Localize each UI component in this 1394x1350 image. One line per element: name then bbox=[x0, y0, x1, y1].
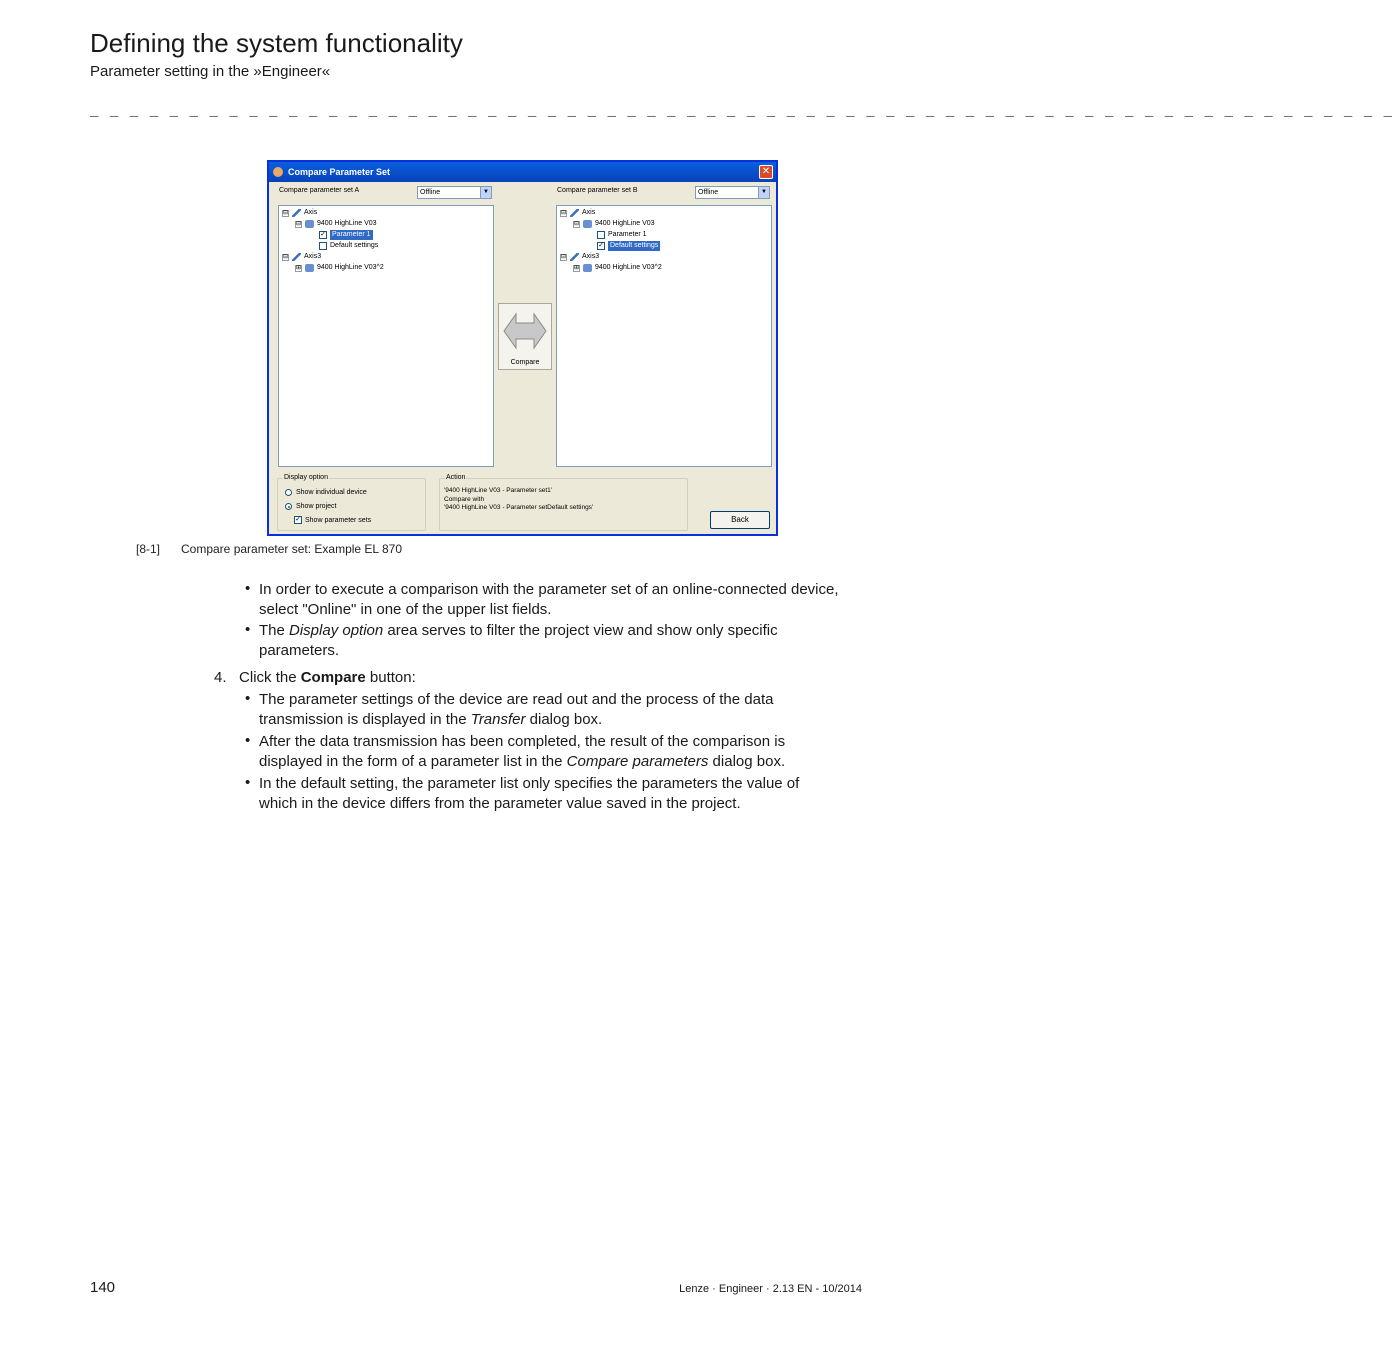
tree-panel-b[interactable] bbox=[556, 205, 772, 467]
back-button[interactable]: Back bbox=[710, 511, 770, 529]
app-icon bbox=[273, 167, 283, 177]
radio-show-individual-device[interactable] bbox=[285, 489, 367, 496]
tree-node-default-settings[interactable] bbox=[597, 241, 660, 251]
tree-node-default-settings[interactable] bbox=[319, 241, 378, 251]
tree-node-label: 9400 HighLine V03 bbox=[317, 220, 377, 227]
expand-icon[interactable]: ⊞ bbox=[574, 264, 580, 271]
bullet-icon: • bbox=[245, 732, 251, 749]
set-b-label: Compare parameter set B bbox=[557, 187, 638, 194]
close-button[interactable]: ✕ bbox=[759, 165, 773, 179]
bullet-icon: • bbox=[245, 774, 251, 791]
device-icon bbox=[583, 220, 592, 228]
page-number: 140 bbox=[90, 1279, 116, 1296]
set-a-combo-value: Offline bbox=[420, 189, 441, 196]
collapse-icon[interactable]: ⊟ bbox=[283, 209, 289, 216]
tree-node-parameter-1[interactable] bbox=[597, 230, 647, 240]
tree-node-parameter-1[interactable] bbox=[319, 230, 373, 240]
display-option-group bbox=[277, 474, 426, 531]
bullet-item: After the data transmission has been completed, the result of the comparison is displayed in the form of a parameter list in the Compare parameters dialog box. bbox=[259, 733, 786, 770]
step-4: 4. Click the Compare button: bbox=[214, 669, 416, 686]
tree-node-device[interactable] bbox=[295, 219, 377, 229]
bullet-item: The parameter settings of the device are read out and the process of the data transmission is displayed in the Transfer dialog box. bbox=[259, 691, 774, 728]
checkbox[interactable]: ✓ bbox=[295, 516, 301, 523]
tree-node-label: Parameter 1 bbox=[608, 231, 647, 238]
expand-icon[interactable]: ⊞ bbox=[296, 264, 302, 271]
tree-node-axis[interactable] bbox=[560, 208, 595, 218]
bullet-item: In order to execute a comparison with the parameter set of an online-connected device, select "Online" in one of the upper list fields. bbox=[259, 581, 839, 618]
page-title: Defining the system functionality bbox=[90, 28, 463, 58]
set-b-combo[interactable] bbox=[695, 186, 770, 199]
header-separator: _ _ _ _ _ _ _ _ _ _ _ _ _ _ _ _ _ _ _ _ _ _ _ _ _ _ _ _ _ _ _ _ _ _ _ _ _ _ _ _ _ _ _ _ _ _ _ _ _ _ _ _ _ _ _ _ _ _ _ _ _ _ _ _ _ _ bbox=[90, 104, 1394, 120]
bullet-icon: • bbox=[245, 690, 251, 707]
tree-panel-a[interactable] bbox=[278, 205, 494, 467]
tree-node-label: Axis3 bbox=[304, 253, 322, 260]
device-icon bbox=[305, 220, 314, 228]
set-a-combo[interactable] bbox=[417, 186, 492, 199]
tree-node-device-2[interactable] bbox=[295, 263, 384, 273]
chevron-down-icon[interactable]: ▼ bbox=[758, 187, 769, 198]
radio-button[interactable] bbox=[285, 489, 292, 496]
bullet-icon: • bbox=[245, 580, 251, 597]
bullet-item: The Display option area serves to filter the project view and show only specific parameters. bbox=[259, 622, 778, 659]
compare-button-label: Compare bbox=[510, 359, 540, 366]
device-icon bbox=[583, 264, 592, 272]
tree-node-label: 9400 HighLine V03^2 bbox=[595, 264, 662, 271]
action-line: '9400 HighLine V03 - Parameter setDefault settings' bbox=[444, 504, 594, 511]
figure-caption: Compare parameter set: Example EL 870 bbox=[181, 542, 402, 556]
checkbox[interactable]: ✓ bbox=[598, 242, 604, 249]
action-group bbox=[439, 474, 688, 531]
action-line: Compare with bbox=[444, 496, 485, 503]
double-arrow-icon bbox=[502, 308, 548, 354]
bullet-item: In the default setting, the parameter list only specifies the parameters the value of which in the device differs from the parameter value saved in the project. bbox=[259, 775, 800, 812]
checkbox-label: Show parameter sets bbox=[305, 516, 372, 524]
tree-node-label: Axis bbox=[582, 209, 596, 216]
compare-parameter-set-dialog bbox=[267, 160, 778, 536]
tree-node-label: Parameter 1 bbox=[332, 231, 371, 238]
checkbox[interactable] bbox=[319, 242, 327, 250]
tree-node-label: Default settings bbox=[610, 242, 659, 249]
tree-node-label: 9400 HighLine V03 bbox=[595, 220, 655, 227]
tree-node-device-2[interactable] bbox=[573, 263, 662, 273]
axis-icon bbox=[292, 209, 301, 217]
set-a-label: Compare parameter set A bbox=[279, 187, 360, 194]
figure-number: [8-1] bbox=[136, 542, 161, 556]
radio-show-project[interactable] bbox=[285, 503, 336, 510]
tree-node-label: 9400 HighLine V03^2 bbox=[317, 264, 384, 271]
bullet-icon: • bbox=[245, 621, 251, 638]
radio-button[interactable] bbox=[285, 503, 292, 510]
collapse-icon[interactable]: ⊟ bbox=[561, 253, 567, 260]
collapse-icon[interactable]: ⊟ bbox=[561, 209, 567, 216]
dialog-title: Compare Parameter Set bbox=[288, 167, 391, 177]
checkbox-show-parameter-sets[interactable] bbox=[294, 516, 371, 524]
tree-node-label: Default settings bbox=[330, 242, 379, 249]
action-line: '9400 HighLine V03 - Parameter set1' bbox=[444, 487, 552, 494]
axis-icon bbox=[570, 253, 579, 261]
tree-node-axis3[interactable] bbox=[560, 252, 599, 262]
footer-publisher: Lenze · Engineer · 2.13 EN - 10/2014 bbox=[679, 1283, 862, 1295]
device-icon bbox=[305, 264, 314, 272]
compare-button[interactable] bbox=[498, 303, 552, 370]
tree-node-device[interactable] bbox=[573, 219, 655, 229]
checkbox[interactable] bbox=[597, 231, 605, 239]
display-option-title: Display option bbox=[284, 474, 328, 481]
checkbox[interactable]: ✓ bbox=[320, 231, 326, 238]
tree-node-axis[interactable] bbox=[282, 208, 317, 218]
chevron-down-icon[interactable]: ▼ bbox=[480, 187, 491, 198]
collapse-icon[interactable]: ⊟ bbox=[283, 253, 289, 260]
axis-icon bbox=[570, 209, 579, 217]
collapse-icon[interactable]: ⊟ bbox=[574, 220, 580, 227]
radio-label: Show project bbox=[296, 503, 337, 510]
dialog-titlebar bbox=[269, 162, 776, 182]
set-b-combo-value: Offline bbox=[698, 189, 719, 196]
action-title: Action bbox=[446, 474, 466, 481]
tree-node-axis3[interactable] bbox=[282, 252, 321, 262]
page-subtitle: Parameter setting in the »Engineer« bbox=[90, 63, 331, 80]
tree-node-label: Axis bbox=[304, 209, 318, 216]
radio-label: Show individual device bbox=[296, 489, 367, 496]
collapse-icon[interactable]: ⊟ bbox=[296, 220, 302, 227]
axis-icon bbox=[292, 253, 301, 261]
tree-node-label: Axis3 bbox=[582, 253, 600, 260]
